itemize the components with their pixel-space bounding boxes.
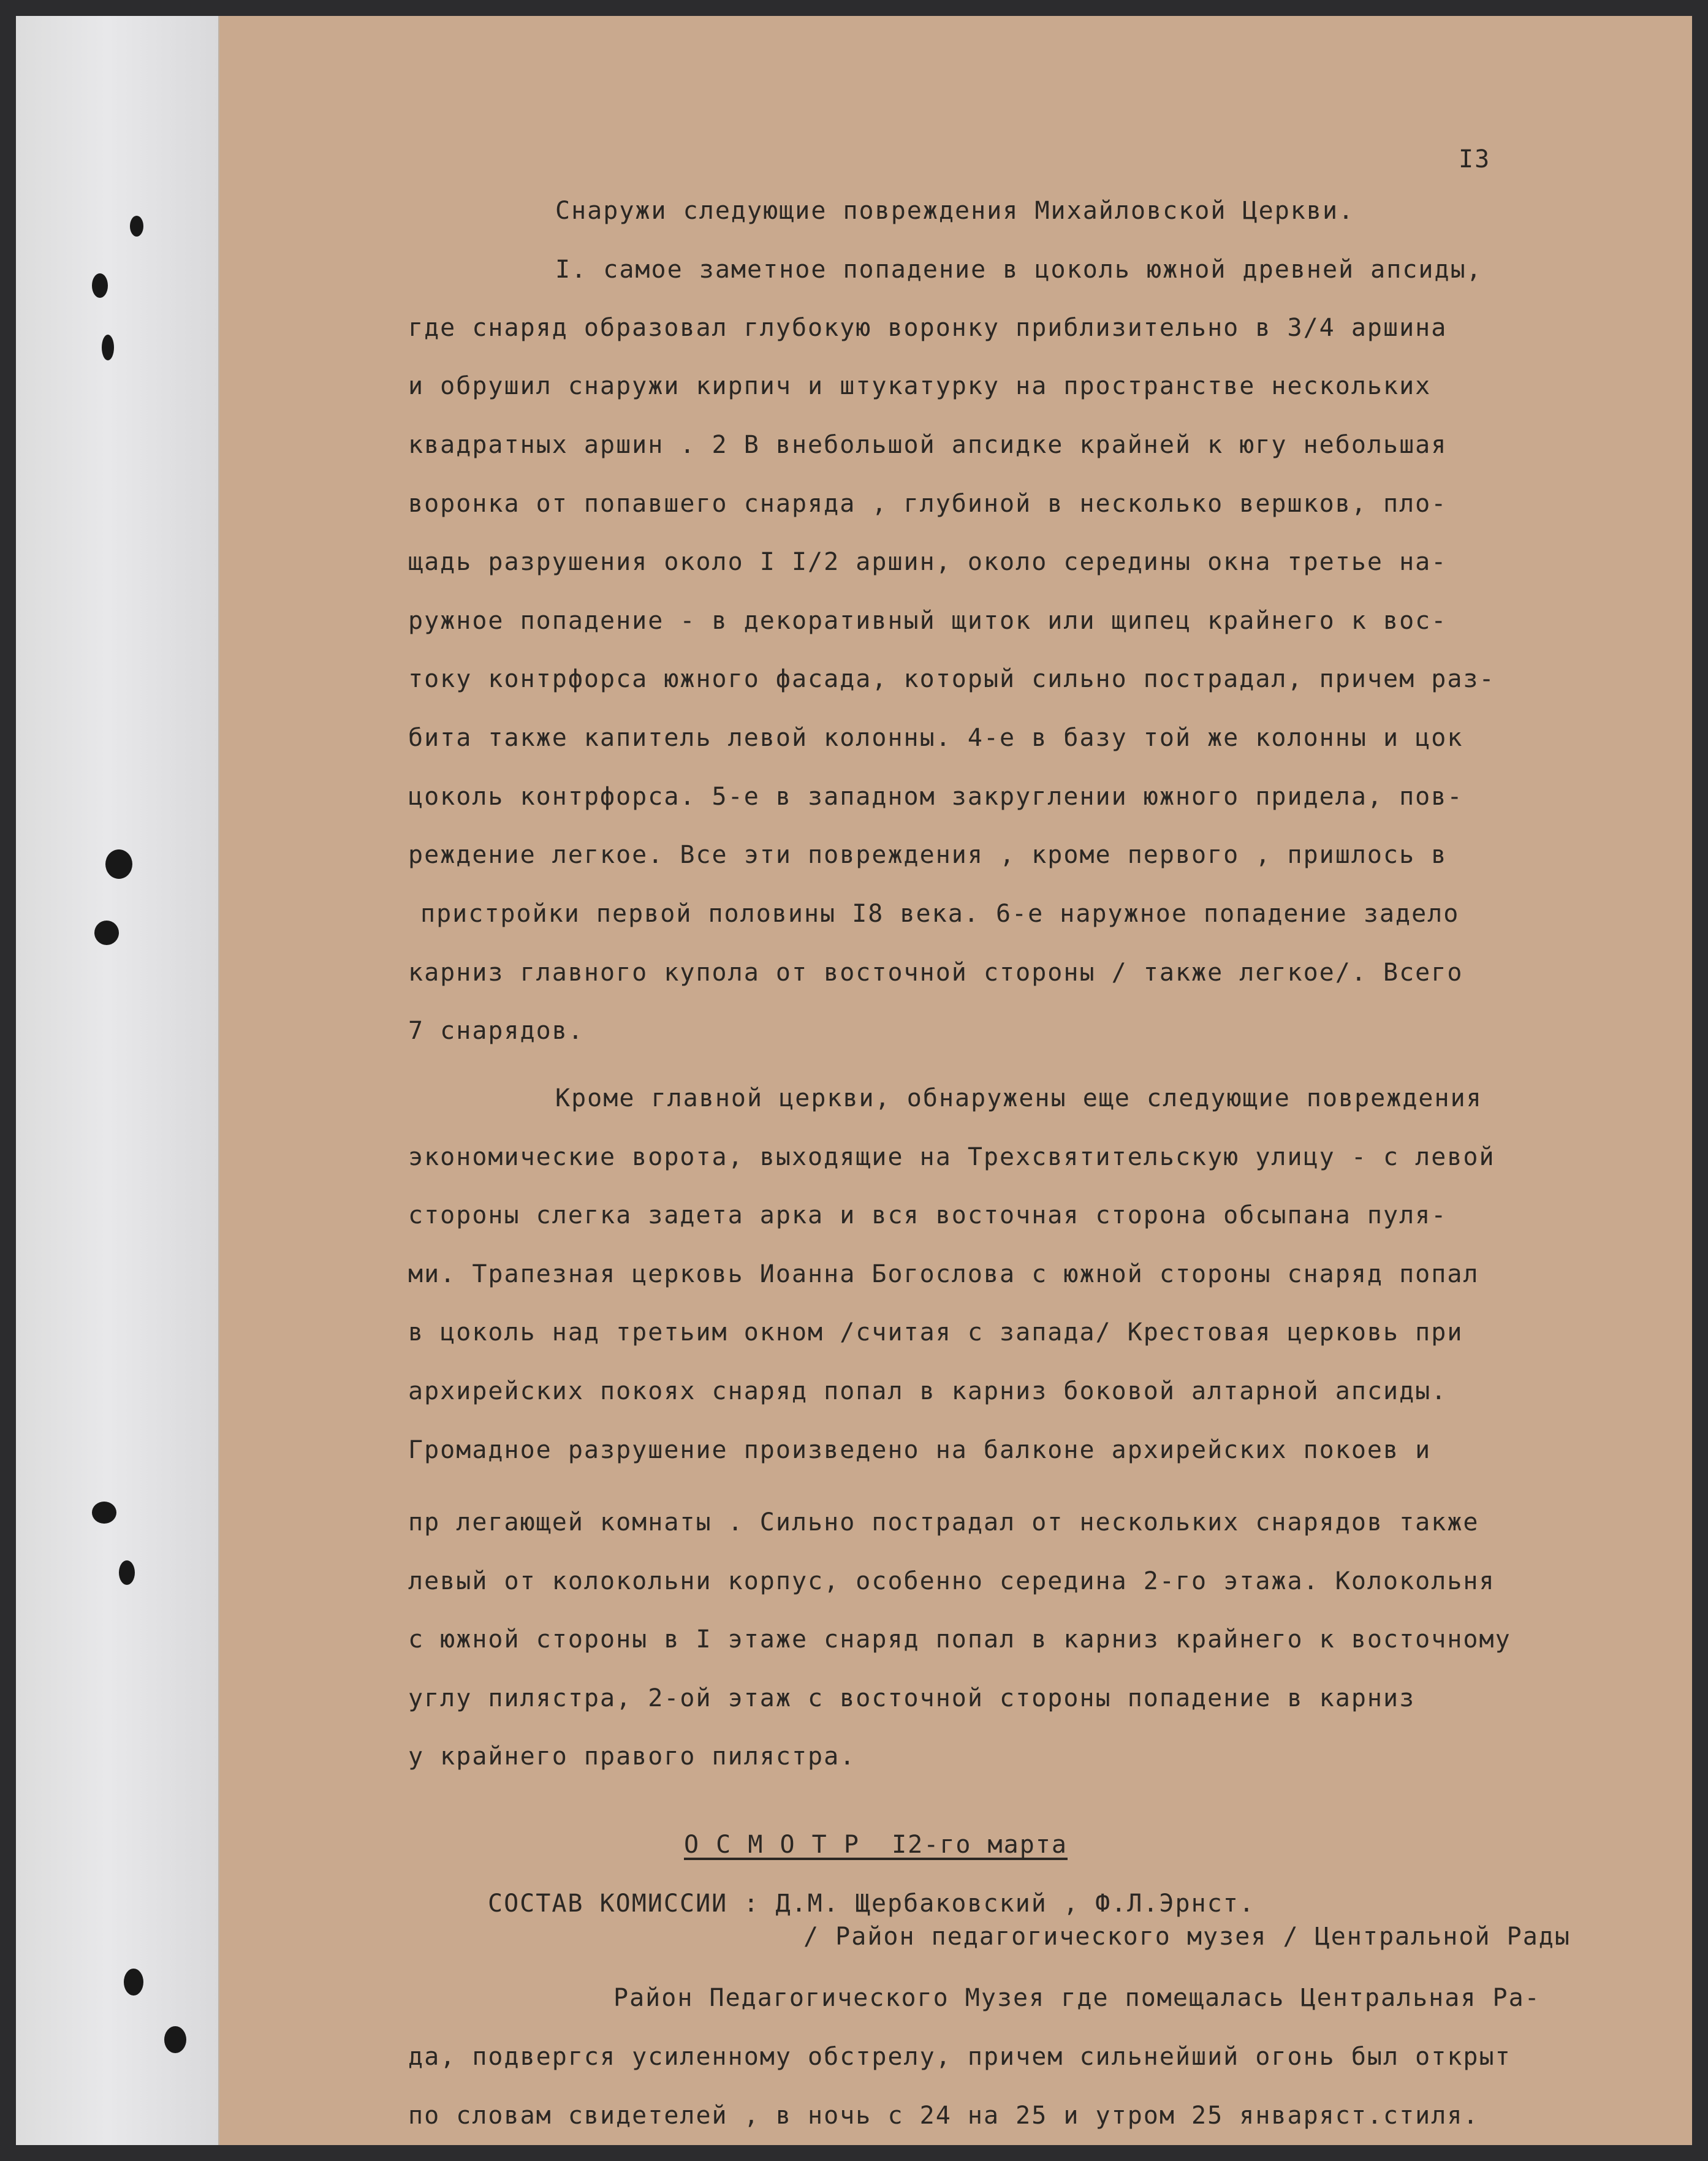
paragraph-line: воронка от попавшего снаряда , глубиной в несколько вершков, пло- (408, 490, 1448, 518)
binding-margin-strip (16, 16, 219, 2145)
paragraph-line: пр легающей комнаты . Сильно пострадал от нескольких снарядов также (408, 1508, 1479, 1536)
paragraph-line: бита также капитель левой колонны. 4-е в базу той же колонны и цок (408, 724, 1463, 752)
paragraph-line: у крайнего правого пилястра. (408, 1742, 856, 1771)
punch-hole (92, 1502, 116, 1524)
paragraph-line: пристройки первой половины I8 века. 6-е наружное попадение задело (420, 900, 1460, 928)
paragraph-line: щадь разрушения около I I/2 аршин, около середины окна третье на- (408, 548, 1448, 576)
paragraph-line: с южной стороны в I этаже снаряд попал в карниз крайнего к восточному (408, 1625, 1511, 1654)
commission-line: СОСТАВ КОМИССИИ : Д.М. Щербаковский , Ф.Л.Эрнст. (488, 1889, 1255, 1918)
punch-hole (105, 849, 132, 879)
paragraph-line: 7 снарядов. (408, 1017, 584, 1045)
heading: Снаружи следующие повреждения Михайловской Церкви. (555, 197, 1355, 225)
paragraph-line: архирейских покоях снаряд попал в карниз боковой алтарной апсиды. (408, 1377, 1448, 1405)
paragraph-line: экономические ворота, выходящие на Трехсвятительскую улицу - с левой (408, 1143, 1495, 1171)
paragraph-line: цоколь контрфорса. 5-е в западном закруглении южного придела, пов- (408, 783, 1463, 811)
punch-hole (164, 2026, 186, 2053)
punch-hole (130, 216, 143, 237)
paragraph-line: току контрфорса южного фасада, который сильно пострадал, причем раз- (408, 665, 1495, 693)
paragraph-line: и обрушил снаружи кирпич и штукатурку на пространстве нескольких (408, 372, 1432, 400)
punch-hole (124, 1969, 143, 1996)
punch-hole (94, 921, 119, 945)
paragraph-line: квадратных аршин . 2 В внебольшой апсидке крайней к югу небольшая (408, 431, 1448, 459)
paragraph-line: I. самое заметное попадение в цоколь южной древней апсиды, (555, 256, 1482, 284)
paragraph-line: стороны слегка задета арка и вся восточная сторона обсыпана пуля- (408, 1201, 1448, 1229)
page-number: I3 (1459, 145, 1491, 173)
paragraph-line: да, подвергся усиленному обстрелу, причем сильнейший огонь был открыт (408, 2043, 1511, 2071)
document-page (16, 16, 1692, 2145)
punch-hole (119, 1560, 135, 1585)
paragraph-line: Район Педагогического Музея где помещалась Центральная Ра- (613, 1984, 1541, 2012)
paragraph-line: в цоколь над третьим окном /считая с запада/ Крестовая церковь при (408, 1318, 1463, 1346)
paragraph-line: где снаряд образовал глубокую воронку приблизительно в 3/4 аршина (408, 314, 1448, 342)
paragraph-line: карниз главного купола от восточной стороны / также легкое/. Всего (408, 959, 1463, 987)
paragraph-line: Кроме главной церкви, обнаружены еще следующие повреждения (555, 1084, 1482, 1112)
punch-hole (92, 273, 108, 298)
district-note: / Район педагогического музея / Центральной Рады (803, 1923, 1571, 1951)
paragraph-line: по словам свидетелей , в ночь с 24 на 25 и утром 25 январяст.стиля. (408, 2102, 1479, 2130)
paragraph-line: Громадное разрушение произведено на балконе архирейских покоев и (408, 1436, 1432, 1464)
paragraph-line: ружное попадение - в декоративный щиток или щипец крайнего к вос- (408, 607, 1448, 635)
punch-hole (102, 335, 114, 360)
typewritten-text (378, 16, 1692, 2145)
paragraph-line: левый от колокольни корпус, особенно середина 2-го этажа. Колокольня (408, 1567, 1495, 1595)
paragraph-line: реждение легкое. Все эти повреждения , кроме первого , пришлось в (408, 841, 1448, 869)
section-title: О С М О Т Р I2-го марта (684, 1831, 1068, 1859)
paragraph-line: ми. Трапезная церковь Иоанна Богослова с южной стороны снаряд попал (408, 1260, 1479, 1288)
paragraph-line: углу пилястра, 2-ой этаж с восточной стороны попадение в карниз (408, 1684, 1416, 1712)
